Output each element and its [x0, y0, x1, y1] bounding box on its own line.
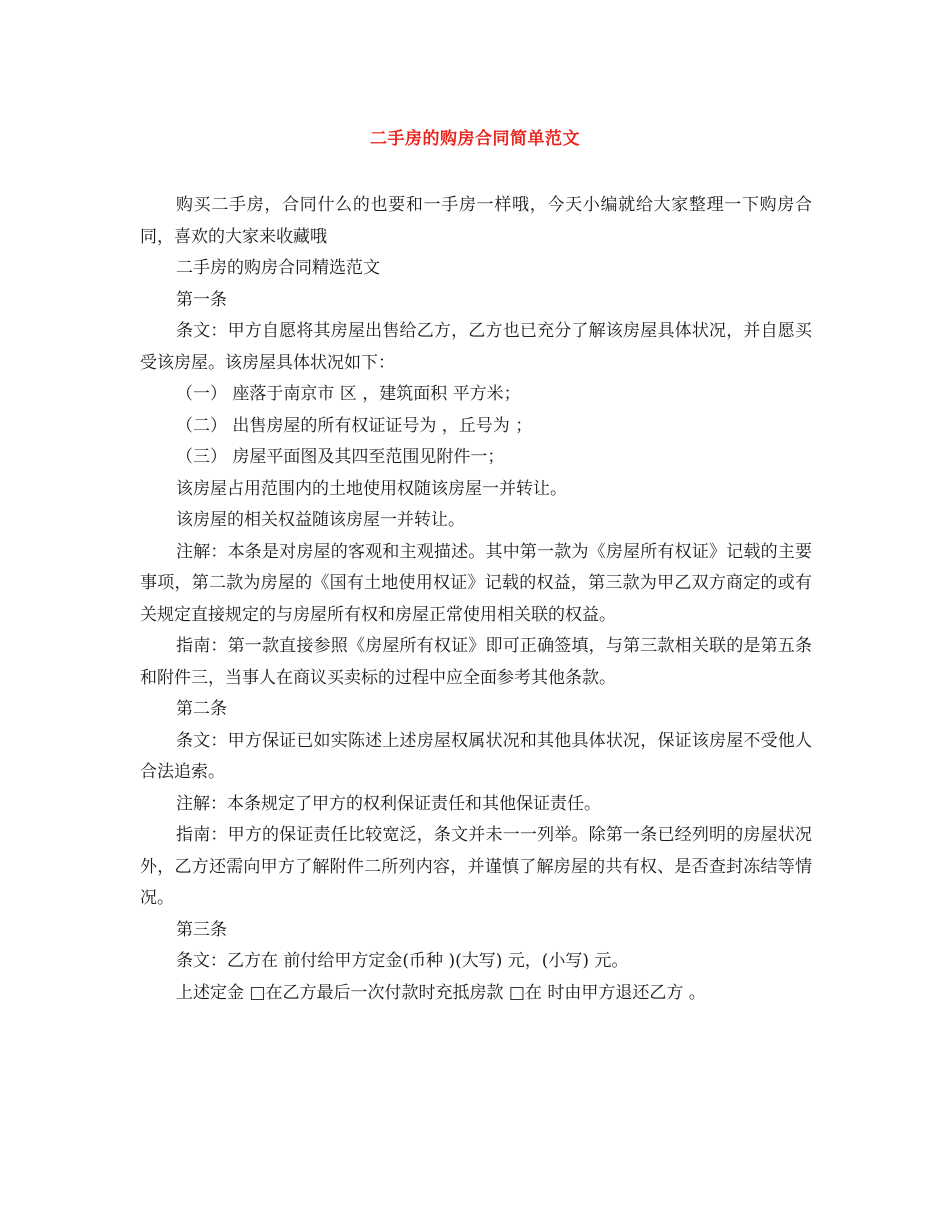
- article-1-guide: 指南：第一款直接参照《房屋所有权证》即可正确签填，与第三款相关联的是第五条和附件三，当事人在商议买卖标的过程中应全面参考其他条款。: [140, 636, 812, 688]
- article-1-item-1: （一） 座落于南京市 区 ，建筑面积 平方米；: [176, 384, 521, 404]
- article-1-text: 条文：甲方自愿将其房屋出售给乙方，乙方也已充分了解该房屋具体状况，并自愿买受该房屋。该房屋具体状况如下：: [140, 321, 812, 373]
- article-2-text: 条文：甲方保证已如实陈述上述房屋权属状况和其他具体状况，保证该房屋不受他人合法追索。: [140, 730, 812, 782]
- paragraph-intro: 购买二手房，合同什么的也要和一手房一样哦，今天小编就给大家整理一下购房合同，喜欢的大家来收藏哦: [140, 195, 812, 247]
- article-1-note: 注解：本条是对房屋的客观和主观描述。其中第一款为《房屋所有权证》记载的主要事项，第二款为房屋的《国有土地使用权证》记载的权益，第三款为甲乙双方商定的或有关规定直接规定的与房屋所有权和房屋正常使用相关联的权益。: [140, 541, 812, 625]
- article-2-guide: 指南：甲方的保证责任比较宽泛，条文并未一一列举。除第一条已经列明的房屋状况外，乙方还需向甲方了解附件二所列内容，并谨慎了解房屋的共有权、是否查封冻结等情况。: [140, 825, 812, 908]
- article-2-note: 注解：本条规定了甲方的权利保证责任和其他保证责任。: [176, 793, 601, 814]
- article-2-heading: 第二条: [176, 699, 227, 719]
- article-1-rights-clause: 该房屋的相关权益随该房屋一并转让。: [176, 510, 465, 530]
- article-3-heading: 第三条: [176, 919, 227, 940]
- article-1-heading: 第一条: [176, 289, 227, 310]
- article-3-deposit-clause: 上述定金 □在乙方最后一次付款时充抵房款 □在 时由甲方退还乙方 。: [176, 982, 706, 1003]
- document-title: 二手房的购房合同简单范文: [370, 129, 580, 149]
- article-1-land-clause: 该房屋占用范围内的土地使用权随该房屋一并转让。: [176, 478, 567, 499]
- article-1-item-2: （二） 出售房屋的所有权证证号为 ，丘号为 ；: [176, 415, 533, 436]
- paragraph-subtitle: 二手房的购房合同精选范文: [176, 258, 380, 278]
- document-body: [140, 190, 812, 1009]
- article-3-text: 条文：乙方在 前付给甲方定金(币种 )(大写) 元，(小写) 元。: [176, 951, 629, 971]
- article-1-item-3: （三） 房屋平面图及其四至范围见附件一；: [176, 447, 505, 467]
